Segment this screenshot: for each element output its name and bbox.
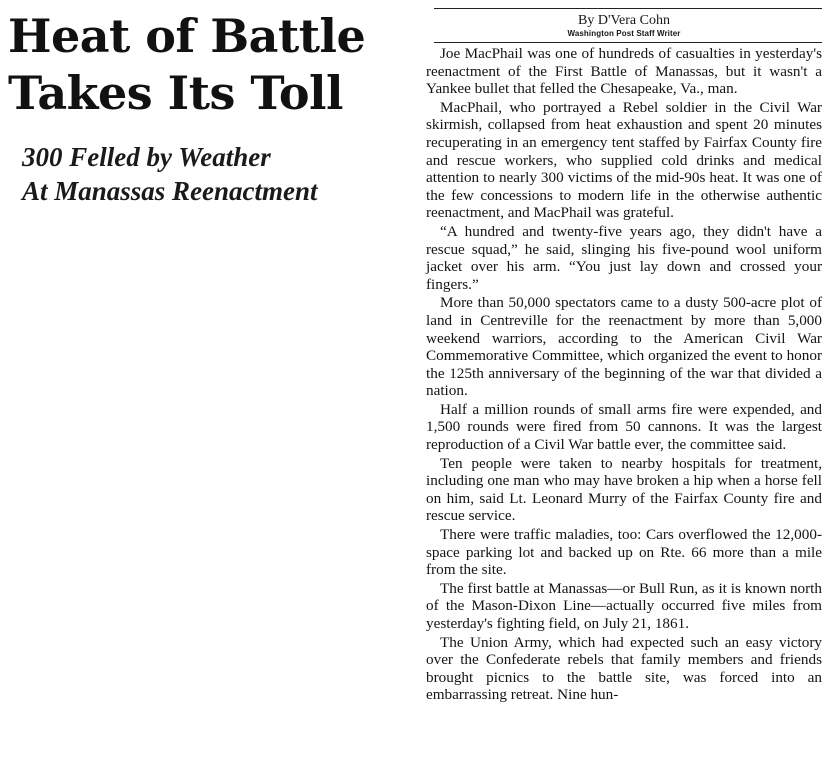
subheadline-line-2: At Manassas Reenactment [22, 176, 318, 206]
paragraph: More than 50,000 spectators came to a dusty 500-acre plot of land in Centreville for the reenactment by more than 5,000 weekend warriors, according to the American Civil War Commemorative Committee, which organized the event to honor the 125th anniversary of the beginning of the war that divided a nation. [426, 294, 822, 400]
byline-credit: Washington Post Staff Writer [567, 29, 681, 38]
paragraph: The first battle at Manassas—or Bull Run, as it is known north of the Mason-Dixon Line—actually occurred five miles from yesterday's fighting field, on July 21, 1861. [426, 579, 822, 632]
paragraph: Half a million rounds of small arms fire were expended, and 1,500 rounds were fired from 50 cannons. It was the largest reproduction of a Civil War battle ever, the committee said. [426, 400, 822, 454]
headline [8, 8, 408, 122]
byline-rule [434, 42, 822, 43]
article-column [426, 8, 822, 704]
paragraph: There were traffic maladies, too: Cars overflowed the 12,000-space parking lot and backed up on Rte. 66 more than a mile from the site. [426, 526, 822, 579]
paragraph: “A hundred and twenty-five years ago, they didn't have a rescue squad,” he said, slinging his five-pound wool uniform jacket over his arm. “You just lay down and crossed your fingers.” [426, 222, 822, 293]
paragraph: The Union Army, which had expected such an easy victory over the Confederate rebels that family members and friends brought picnics to the battle site, was forced into an embarrassing retreat. Nine hun- [426, 633, 822, 704]
headline-line-2: Takes Its Toll [8, 66, 343, 120]
paragraph: MacPhail, who portrayed a Rebel soldier in the Civil War skirmish, collapsed from heat exhaustion and spent 20 minutes recuperating in an emergency tent staffed by Fairfax County fire and rescue workers, who supplied cold drinks and medical attention to nearly 300 victims of the mid-90s heat. It was one of the few concessions to modern life in the otherwise authentic reenactment, and MacPhail was grateful. [426, 98, 822, 222]
top-rule [434, 8, 822, 9]
paragraph: Joe MacPhail was one of hundreds of casualties in yesterday's reenactment of the First Battle of Manassas, but it wasn't a Yankee bullet that felled the Chesapeake, Va., man. [426, 45, 822, 98]
headline-line-1: Heat of Battle [8, 9, 366, 63]
article-body [426, 45, 822, 704]
headline-block [8, 8, 408, 208]
subheadline-line-1: 300 Felled by Weather [22, 142, 271, 172]
byline: By D'Vera Cohn [578, 13, 670, 28]
paragraph: Ten people were taken to nearby hospitals for treatment, including one man who may have broken a hip when a horse fell on him, said Lt. Leonard Murry of the Fairfax County fire and rescue service. [426, 454, 822, 525]
subheadline [22, 140, 408, 208]
